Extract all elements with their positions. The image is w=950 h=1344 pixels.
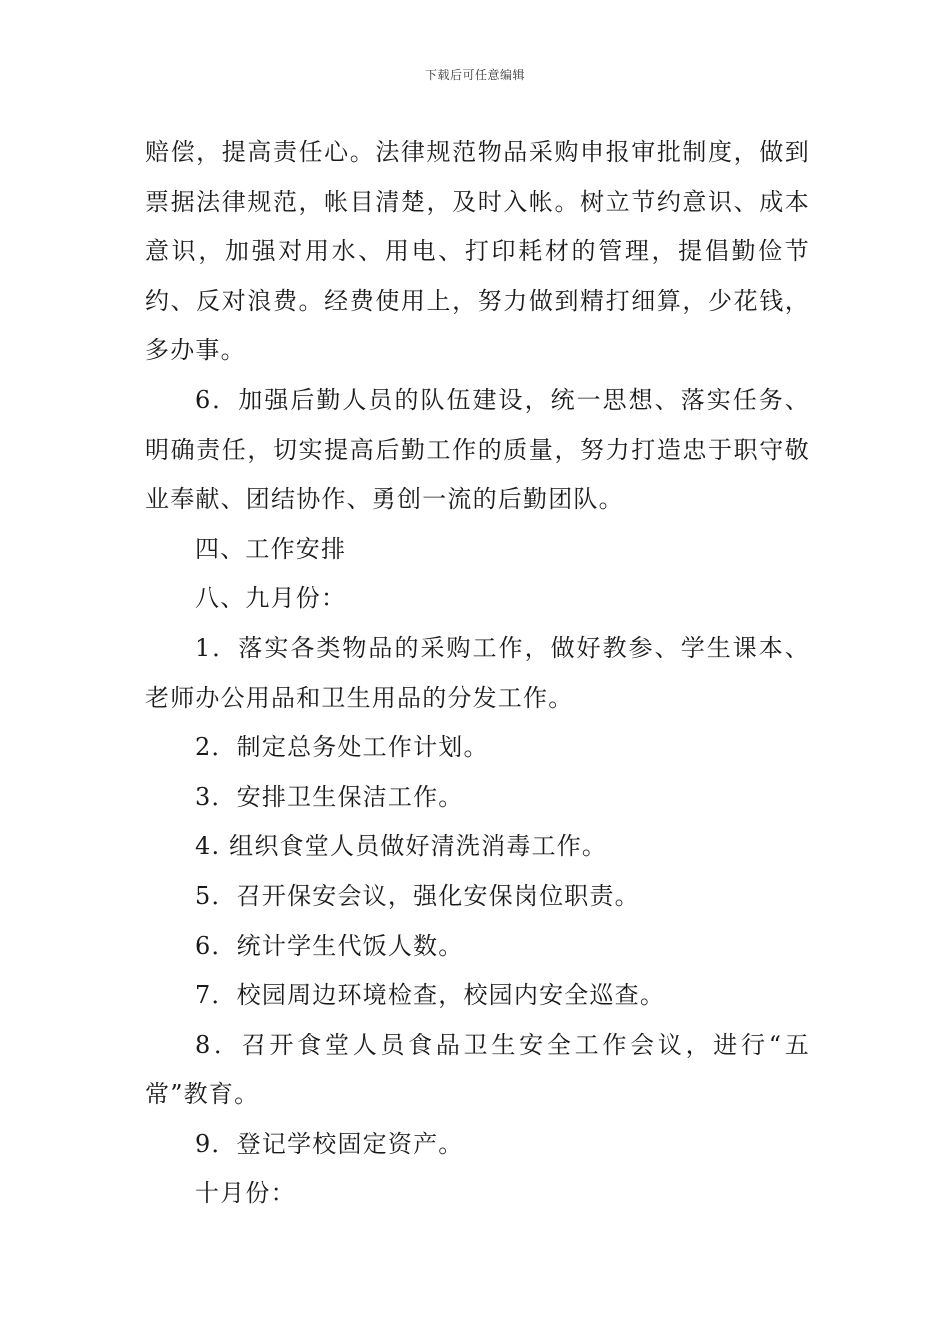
subsection-heading: 八、九月份：: [195, 584, 347, 613]
subsection-heading: 十月份：: [195, 1179, 296, 1208]
paragraph: 6．加强后勤人员的队伍建设，统一思想、落实任务、明确责任，切实提高后勤工作的质量，努力打造忠于职守敬业奉献、团结协作、勇创一流的后勤团队。: [145, 385, 810, 514]
list-item: 6．统计学生代饭人数。: [195, 931, 464, 960]
header-note: 下载后可任意编辑: [424, 68, 525, 82]
list-item: 3．安排卫生保洁工作。: [195, 782, 464, 811]
list-item: 9．登记学校固定资产。: [195, 1129, 464, 1158]
list-item: 2．制定总务处工作计划。: [195, 733, 489, 762]
list-item: 4. 组织食堂人员做好清洗消毒工作。: [195, 832, 608, 861]
list-item: 5．召开保安会议，强化安保岗位职责。: [195, 881, 640, 910]
list-item: 7．校园周边环境检查，校园内安全巡查。: [195, 981, 666, 1010]
list-item: 8．召开食堂人员食品卫生安全工作会议，进行“五常”教育。: [145, 1030, 810, 1109]
document-body: [145, 128, 810, 1219]
paragraph: 赔偿，提高责任心。法律规范物品采购申报审批制度，做到票据法律规范，帐目清楚，及时入帐。树立节约意识、成本意识，加强对用水、用电、打印耗材的管理，提倡勤俭节约、反对浪费。经费使用上，努力做到精打细算，少花钱，多办事。: [145, 138, 810, 365]
section-heading: 四、工作安排: [195, 534, 347, 563]
list-item: 1．落实各类物品的采购工作，做好教参、学生课本、老师办公用品和卫生用品的分发工作。: [145, 633, 810, 712]
